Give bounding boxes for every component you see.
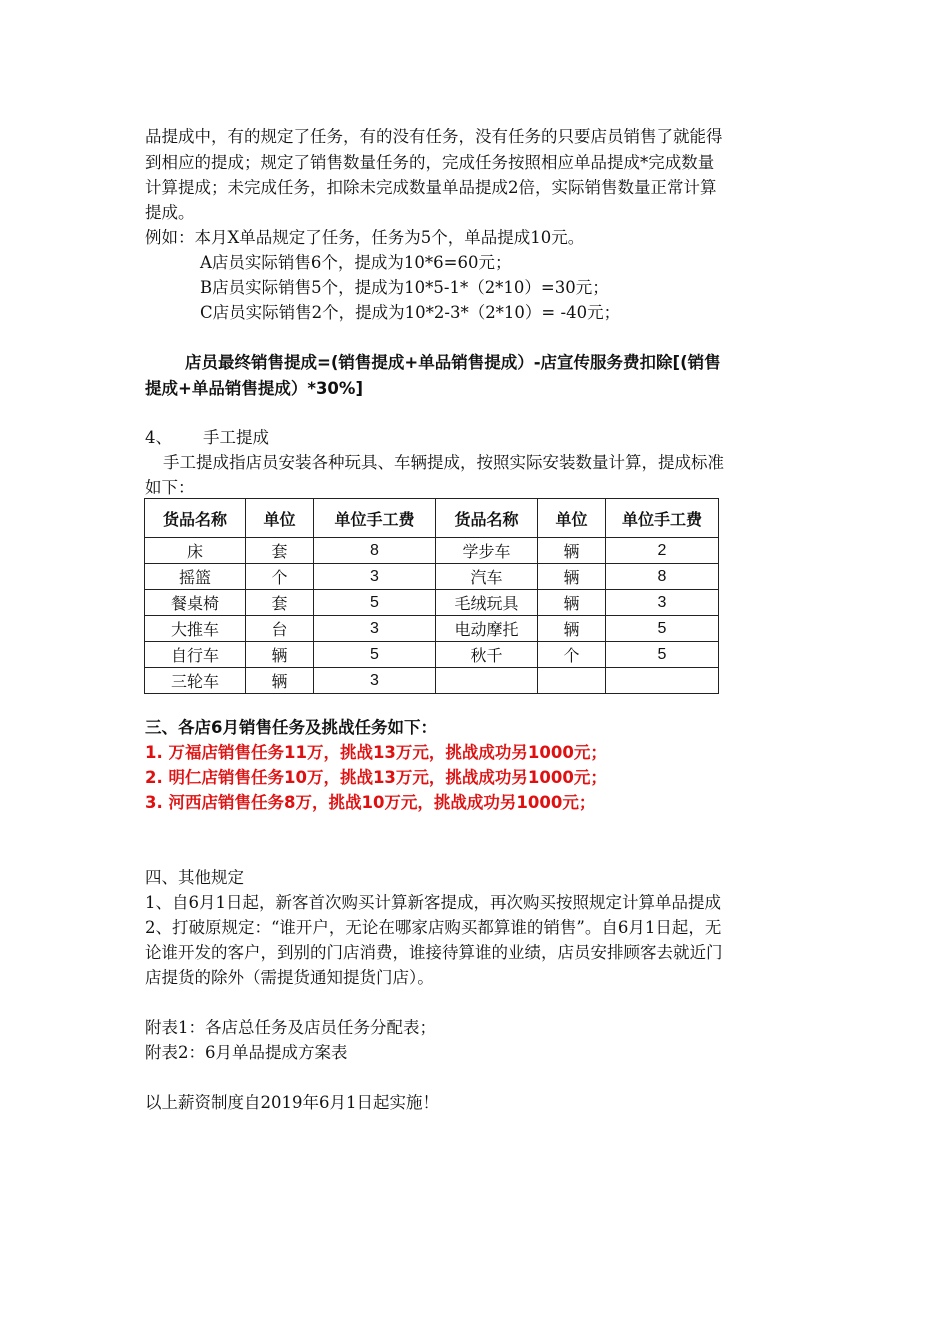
section4-desc: 手工提成指店员安装各种玩具、车辆提成，按照实际安装数量计算，提成标准 (163, 453, 724, 472)
table-header-row (145, 499, 719, 538)
table-header: 单位手工费 (606, 499, 719, 538)
section-other-heading: 四、其他规定 (145, 868, 244, 887)
appendix-item: 附表1：各店总任务及店员任务分配表； (145, 1018, 436, 1037)
intro-line: 到相应的提成；规定了销售数量任务的，完成任务按照相应单品提成*完成数量 (145, 153, 715, 172)
example-case: A店员实际销售6个，提成为10*6=60元； (200, 253, 512, 272)
table-header: 货品名称 (145, 499, 246, 538)
section4-desc: 如下： (145, 478, 195, 497)
table-cell: 三轮车 (145, 668, 246, 694)
formula-line: 店员最终销售提成=(销售提成+单品销售提成）-店宣传服务费扣除[(销售 (185, 353, 721, 372)
table-cell: 汽车 (436, 564, 538, 590)
table-cell: 3 (314, 668, 436, 694)
table-cell: 5 (606, 642, 719, 668)
table-cell: 辆 (538, 616, 606, 642)
table-cell: 个 (538, 642, 606, 668)
table-cell: 辆 (538, 538, 606, 564)
table-header: 单位 (246, 499, 314, 538)
section3-heading: 三、各店6月销售任务及挑战任务如下： (145, 718, 437, 737)
table-cell: 5 (314, 642, 436, 668)
section-other-line: 1、自6月1日起，新客首次购买计算新客提成，再次购买按照规定计算单品提成 (145, 893, 721, 912)
table-cell: 套 (246, 538, 314, 564)
table-cell: 辆 (538, 590, 606, 616)
example-case: B店员实际销售5个，提成为10*5-1*（2*10）=30元； (200, 278, 609, 297)
table-cell: 秋千 (436, 642, 538, 668)
section-other-line: 店提货的除外（需提货通知提货门店）。 (145, 968, 434, 987)
intro-line: 品提成中，有的规定了任务，有的没有任务，没有任务的只要店员销售了就能得 (145, 127, 723, 146)
table-cell: 床 (145, 538, 246, 564)
table-cell: 餐桌椅 (145, 590, 246, 616)
table-row (145, 642, 719, 668)
table-header: 货品名称 (436, 499, 538, 538)
table-cell (538, 668, 606, 694)
table-cell: 摇篮 (145, 564, 246, 590)
section3-item: 2. 明仁店销售任务10万，挑战13万元，挑战成功另1000元； (145, 768, 607, 787)
table-cell: 自行车 (145, 642, 246, 668)
table-cell: 学步车 (436, 538, 538, 564)
example-lead: 例如：本月X单品规定了任务，任务为5个，单品提成10元。 (145, 228, 585, 247)
table-row (145, 616, 719, 642)
section4-heading: 手工提成 (203, 428, 269, 447)
table-cell: 辆 (246, 642, 314, 668)
table-cell: 电动摩托 (436, 616, 538, 642)
table-row (145, 668, 719, 694)
table-row (145, 564, 719, 590)
table-cell: 3 (314, 616, 436, 642)
table-cell: 2 (606, 538, 719, 564)
table-cell: 3 (606, 590, 719, 616)
intro-line: 提成。 (145, 203, 195, 222)
table-cell: 8 (606, 564, 719, 590)
closing-statement: 以上薪资制度自2019年6月1日起实施！ (145, 1093, 439, 1112)
handwork-fee-table (144, 498, 719, 694)
appendix-item: 附表2：6月单品提成方案表 (145, 1043, 348, 1062)
section-other-line: 2、打破原规定：“谁开户，无论在哪家店购买都算谁的销售”。自6月1日起，无 (145, 918, 722, 937)
intro-line: 计算提成；未完成任务，扣除未完成数量单品提成2倍，实际销售数量正常计算 (145, 178, 717, 197)
formula-line: 提成+单品销售提成）*30%] (145, 379, 363, 398)
table-cell: 5 (314, 590, 436, 616)
table-cell: 3 (314, 564, 436, 590)
table-cell: 大推车 (145, 616, 246, 642)
table-cell: 个 (246, 564, 314, 590)
table-cell: 辆 (246, 668, 314, 694)
section3-item: 3. 河西店销售任务8万，挑战10万元，挑战成功另1000元； (145, 793, 596, 812)
table-header: 单位 (538, 499, 606, 538)
table-cell (606, 668, 719, 694)
table-cell: 台 (246, 616, 314, 642)
table-cell (436, 668, 538, 694)
table-header: 单位手工费 (314, 499, 436, 538)
table-cell: 8 (314, 538, 436, 564)
section4-heading-number: 4、 (145, 428, 172, 447)
table-cell: 套 (246, 590, 314, 616)
section3-item: 1. 万福店销售任务11万，挑战13万元，挑战成功另1000元； (145, 743, 607, 762)
table-cell: 毛绒玩具 (436, 590, 538, 616)
table-row (145, 590, 719, 616)
table-cell: 5 (606, 616, 719, 642)
table-cell: 辆 (538, 564, 606, 590)
section-other-line: 论谁开发的客户，到别的门店消费，谁接待算谁的业绩，店员安排顾客去就近门 (145, 943, 723, 962)
example-case: C店员实际销售2个，提成为10*2-3*（2*10）= -40元； (200, 303, 621, 322)
table-row (145, 538, 719, 564)
